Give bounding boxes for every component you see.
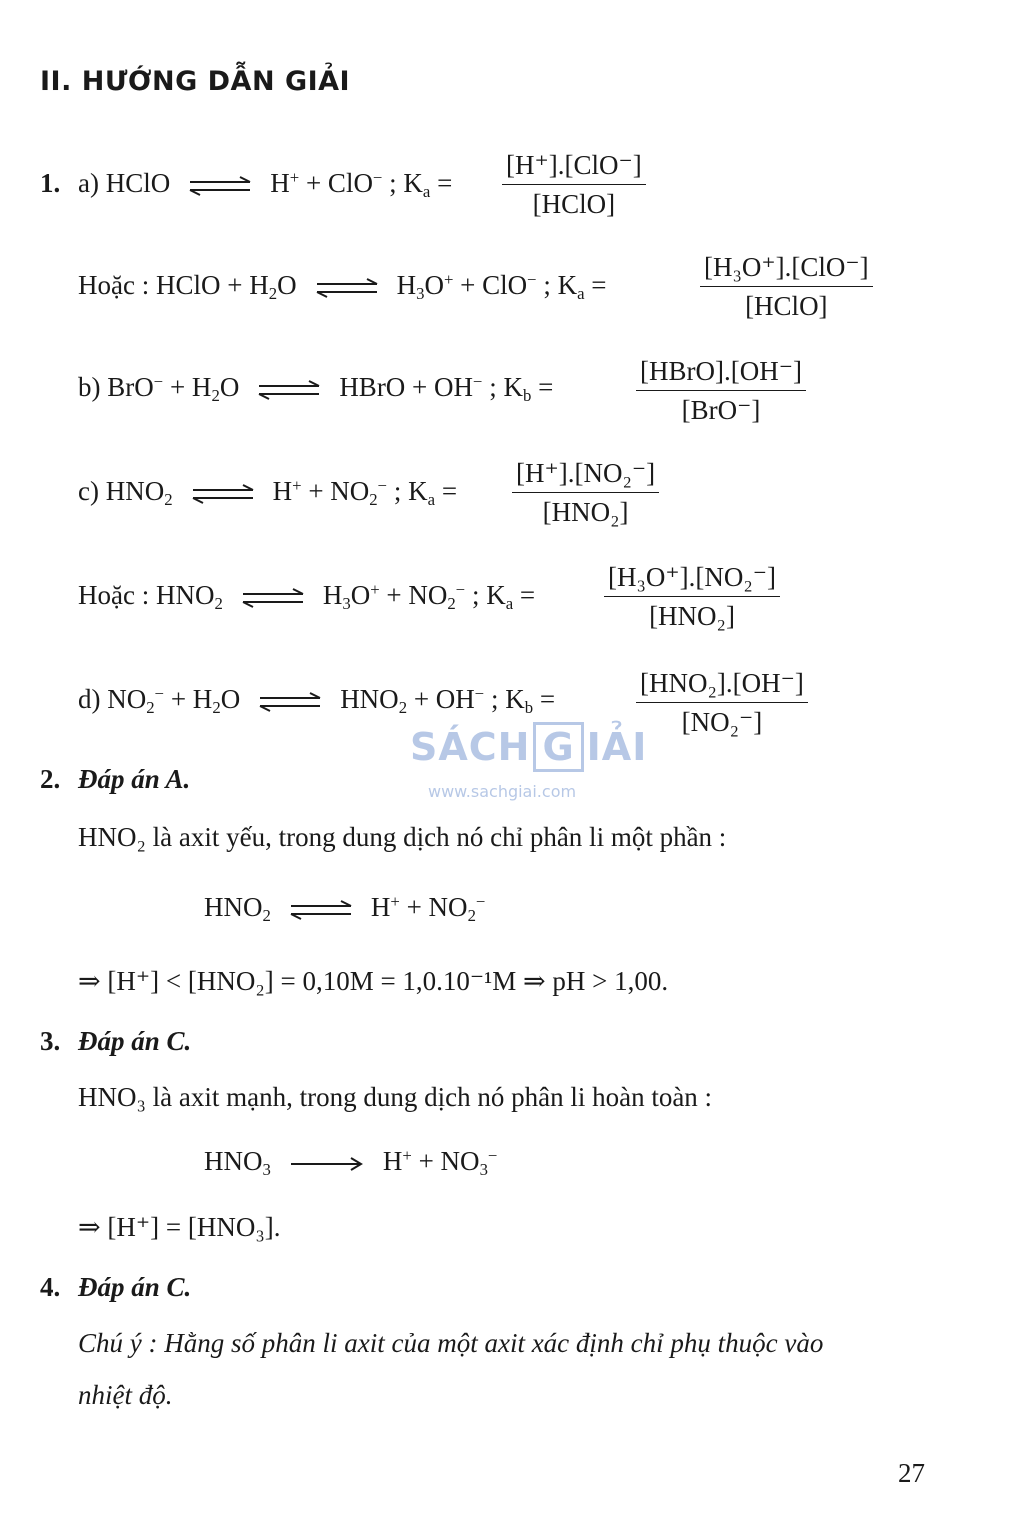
kb-fraction-1d — [636, 668, 808, 738]
question-3-conclusion: ⇒ [H⁺] = [HNO₃]. — [78, 1212, 281, 1242]
fraction-denominator: [BrO⁻] — [681, 395, 761, 425]
question-2-answer: Đáp án A. — [78, 764, 191, 794]
question-2-conclusion: ⇒ [H⁺] < [HNO₂] = 0,10M = 1,0.10⁻¹M ⇒ pH > 1,00. — [78, 966, 669, 996]
question-2-explanation: HNO₂ là axit yếu, trong dung dịch nó chỉ phân li một phần : — [78, 822, 727, 852]
question-2-number: 2. — [40, 764, 61, 794]
fraction-numerator: [H₃O⁺].[NO₂⁻] — [604, 562, 780, 597]
ka-fraction-1a-alt — [700, 252, 873, 322]
section-heading: II. HƯỚNG DẪN GIẢI — [40, 66, 351, 97]
fraction-numerator: [HBrO].[OH⁻] — [636, 356, 806, 391]
watermark-logo: SÁCH G IẢI — [410, 722, 647, 772]
fraction-denominator: [HClO] — [532, 189, 616, 219]
ka-fraction-1c-alt — [604, 562, 780, 632]
equilibrium-arrow-icon — [258, 691, 322, 713]
question-3-explanation: HNO₃ là axit mạnh, trong dung dịch nó phân li hoàn toàn : — [78, 1082, 713, 1112]
question-1-number: 1. — [40, 168, 61, 198]
equation-1c: c) $HNO_2$ $H^+ + NO_2^-$ ; $K_a$ = — [78, 475, 458, 510]
ka-fraction-1a — [502, 150, 646, 220]
equilibrium-arrow-icon — [257, 379, 321, 401]
equilibrium-arrow-icon — [191, 483, 255, 505]
equilibrium-arrow-icon — [188, 175, 252, 197]
equation-1c-alt: Hoặc : $HNO_2$ $H_3O^+ + NO_2^-$ ; $K_a$ = — [78, 579, 536, 614]
question-4-note-line1: Chú ý : Hằng số phân li axit của một axit xác định chỉ phụ thuộc vào — [78, 1328, 824, 1358]
right-arrow-icon — [289, 1153, 365, 1175]
equation-1b: b) $BrO^- + H_2O$ HBrO + OH− ; $K_b$ = — [78, 371, 554, 406]
fraction-numerator: [H⁺].[NO₂⁻] — [512, 458, 659, 493]
equation-1a: a) HClO H+ + ClO− ; $K_a$ = — [78, 167, 453, 202]
equation-3: $HNO_3$ $H^+ + NO_3^-$ — [204, 1145, 498, 1180]
equation-2: $HNO_2$ $H^+ + NO_2^-$ — [204, 891, 486, 926]
question-3-answer: Đáp án C. — [78, 1026, 192, 1056]
equation-1a-alt: Hoặc : HClO + $H_2O$ $H_3O^+ + ClO^-$ ; $K_a$ = — [78, 269, 607, 304]
fraction-denominator: [HNO₂] — [649, 601, 735, 631]
fraction-denominator: [NO₂⁻] — [681, 707, 763, 737]
kb-fraction-1b — [636, 356, 806, 426]
question-3-number: 3. — [40, 1026, 61, 1056]
fraction-numerator: [HNO₂].[OH⁻] — [636, 668, 808, 703]
equilibrium-arrow-icon — [289, 899, 353, 921]
fraction-numerator: [H₃O⁺].[ClO⁻] — [700, 252, 873, 287]
equilibrium-arrow-icon — [315, 277, 379, 299]
question-4-number: 4. — [40, 1272, 61, 1302]
ka-fraction-1c — [512, 458, 659, 528]
equilibrium-arrow-icon — [241, 587, 305, 609]
equation-1d: d) $NO_2^- + H_2O$ $HNO_2 + OH^-$ ; $K_b$ = — [78, 683, 556, 718]
fraction-numerator: [H⁺].[ClO⁻] — [502, 150, 646, 185]
watermark-url: www.sachgiai.com — [428, 782, 577, 801]
fraction-denominator: [HClO] — [745, 291, 828, 321]
question-4-note-line2: nhiệt độ. — [78, 1380, 173, 1410]
question-4-answer: Đáp án C. — [78, 1272, 192, 1302]
fraction-denominator: [HNO₂] — [542, 497, 629, 527]
page-number: 27 — [898, 1458, 925, 1488]
